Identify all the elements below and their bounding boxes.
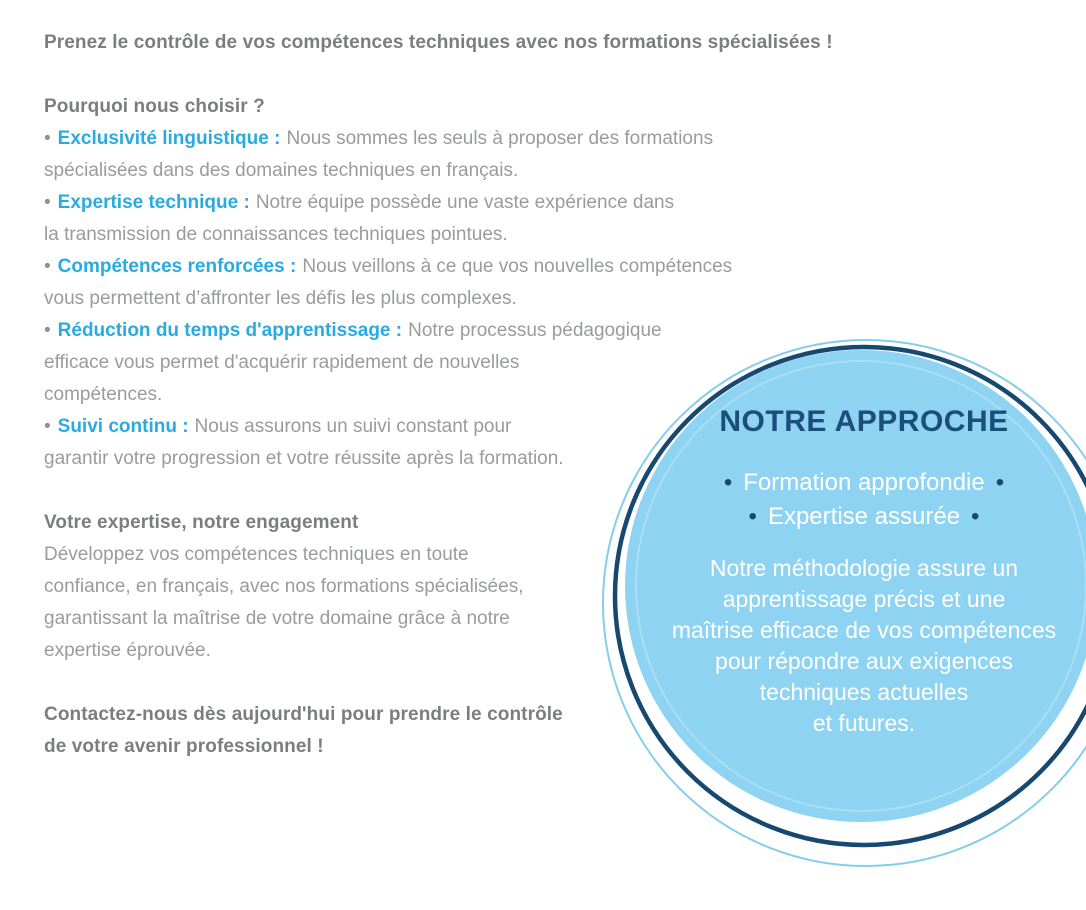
engagement-text-line: confiance, en français, avec nos formations spécialisées, (44, 576, 524, 597)
bullet-icon: • (44, 256, 51, 277)
benefit-text: Notre processus pédagogique (408, 320, 662, 341)
engagement-heading: Votre expertise, notre engagement (44, 512, 359, 533)
benefit-label: Exclusivité linguistique : (57, 128, 281, 149)
approach-tag-label: Formation approfondie (743, 469, 985, 496)
benefit-text-line: efficace vous permet d'acquérir rapidement de nouvelles (44, 352, 520, 373)
benefit-item (44, 315, 804, 347)
approach-title: NOTRE APPROCHE (719, 405, 1009, 438)
approach-paragraph-line: techniques actuelles (759, 679, 969, 705)
bullet-icon: • (44, 320, 51, 341)
benefit-label: Compétences renforcées : (57, 256, 297, 277)
benefit-label: Suivi continu : (57, 416, 189, 437)
benefit-text-line: compétences. (44, 384, 163, 405)
approach-paragraph-line: Notre méthodologie assure un (709, 555, 1019, 581)
benefit-item (44, 251, 804, 283)
intro-heading: Prenez le contrôle de vos compétences techniques avec nos formations spécialisées ! (44, 32, 833, 53)
tag-dot-icon: • (748, 503, 757, 530)
bullet-icon: • (44, 192, 51, 213)
benefit-text: Nous veillons à ce que vos nouvelles compétences (302, 256, 733, 277)
benefit-text: Nous sommes les seuls à proposer des formations (286, 128, 714, 149)
benefit-text: Nous assurons un suivi constant pour (194, 416, 512, 437)
cta-line: Contactez-nous dès aujourd'hui pour prendre le contrôle (44, 704, 563, 725)
spacer (44, 475, 804, 507)
approach-paragraph-line: maîtrise efficace de vos compétences (671, 617, 1057, 643)
approach-paragraph-line: et futures. (812, 710, 916, 736)
engagement-text-line: expertise éprouvée. (44, 640, 211, 661)
engagement-text-line: garantissant la maîtrise de votre domaine grâce à notre (44, 608, 510, 629)
benefit-text-line: spécialisées dans des domaines techniques en français. (44, 160, 519, 181)
tag-dot-icon: • (723, 469, 733, 496)
benefit-text-line: la transmission de connaissances techniques pointues. (44, 224, 508, 245)
benefit-text-line: garantir votre progression et votre réussite après la formation. (44, 448, 564, 469)
why-heading: Pourquoi nous choisir ? (44, 96, 265, 117)
content-column (44, 27, 833, 763)
bullet-icon: • (44, 128, 51, 149)
tag-dot-icon: • (971, 503, 980, 530)
bullet-icon: • (44, 416, 51, 437)
approach-paragraph-line: apprentissage précis et une (722, 586, 1006, 612)
tag-dot-icon: • (995, 469, 1005, 496)
spacer (44, 59, 804, 91)
benefit-item (44, 123, 804, 155)
cta-line: de votre avenir professionnel ! (44, 736, 324, 757)
approach-tag-label: Expertise assurée (767, 503, 961, 530)
engagement-text-line: Développez vos compétences techniques en toute (44, 544, 469, 565)
benefit-item (44, 187, 804, 219)
benefit-label: Réduction du temps d'apprentissage : (57, 320, 403, 341)
approach-paragraph-line: pour répondre aux exigences (715, 648, 1013, 674)
benefit-text: Notre équipe possède une vaste expérience dans (255, 192, 675, 213)
benefit-text-line: vous permettent d’affronter les défis les plus complexes. (44, 288, 517, 309)
benefit-item (44, 411, 804, 443)
spacer (44, 667, 804, 699)
benefit-label: Expertise technique : (57, 192, 250, 213)
